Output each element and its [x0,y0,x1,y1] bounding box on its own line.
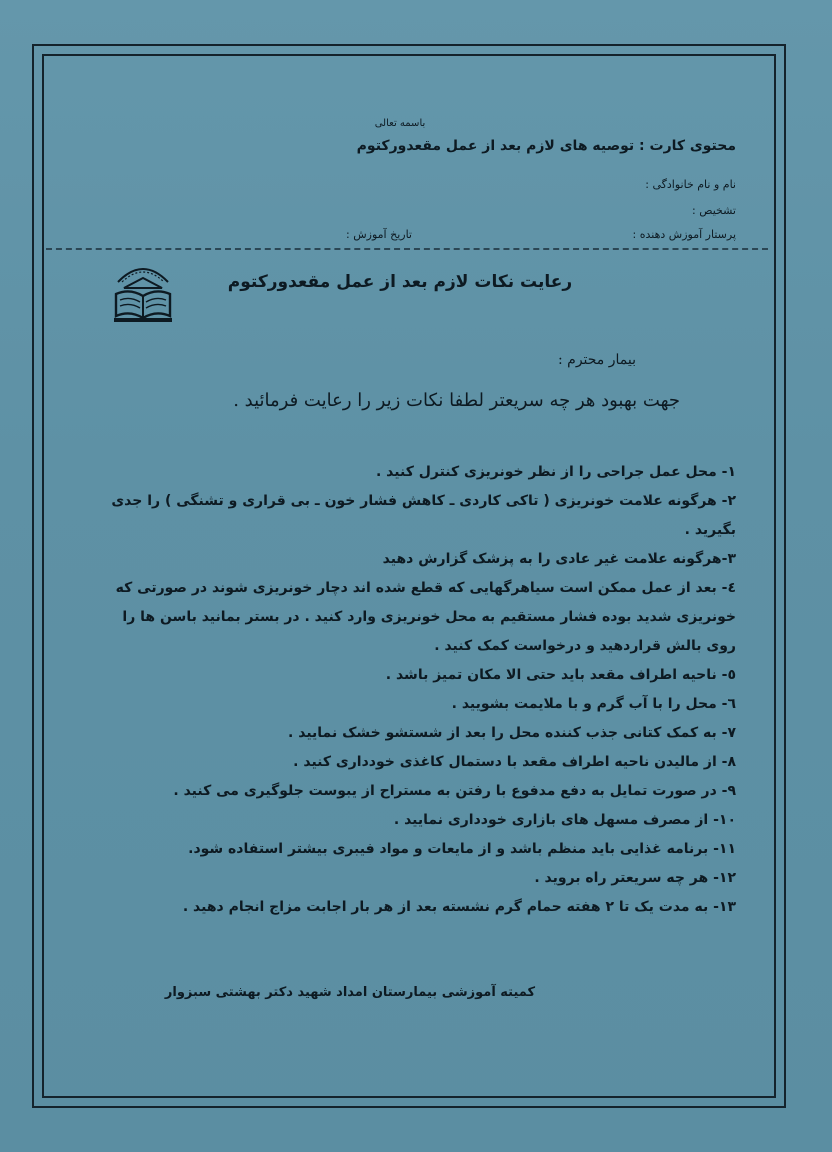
list-item: ٦- محل را با آب گرم و با ملایمت بشویید . [451,696,736,712]
list-item: ۱۲- هر چه سریعتر راه بروید . [534,870,736,886]
list-item: ۱۰- از مصرف مسهل های بازاری خودداری نمایید . [393,812,736,828]
greeting: بیمار محترم : [557,352,636,368]
basmala: باسمه تعالی [374,118,426,129]
list-item: ۱۱- برنامه غذایی باید منظم باشد و از مایعات و مواد فیبری بیشتر استفاده شود. [188,841,736,857]
list-item: ۳-هرگونه علامت غیر عادی را به پزشک گزارش دهید [382,551,736,567]
list-item: ٥- ناحیه اطراف مقعد باید حتی الا مکان تمیز باشد . [385,667,736,683]
dashed-cut-line [46,248,768,250]
list-item: ٤- بعد از عمل ممکن است سیاهرگهایی که قطع شده اند دچار خونریزی شوند در صورتی که خونریزی شدید بوده فشار مستقیم به محل خونریزی وارد کنید . در بستر بمانید باسن ها را روی بالش قراردهید و درخواست کمک کنید . [115,580,736,654]
nurse-field: پرستار آموزش دهنده : [632,228,736,241]
name-field: نام و نام خانوادگی : [645,178,736,191]
date-field: تاریخ آموزش : [346,228,412,241]
list-item: ۸- از مالیدن ناحیه اطراف مقعد با دستمال کاغذی خودداری کنید . [293,754,736,770]
intro-line: جهت بهبود هر چه سریعتر لطفا نکات زیر را رعایت فرمائید . [233,390,680,411]
list-item: ۲- هرگونه علامت خونریزی ( تاکی کاردی ـ کاهش فشار خون ـ بی قراری و تشنگی ) را جدی بگیرید . [111,493,736,538]
list-item: ۷- به کمک کتانی جذب کننده محل را بعد از شستشو خشک نمایید . [288,725,736,741]
diagnosis-field: تشخیص : [692,204,736,217]
book-logo-icon [110,260,176,326]
card-title: محتوی کارت : توصیه های لازم بعد از عمل مقعدورکتوم [356,138,736,154]
instruction-list [96,458,736,922]
list-item: ۱- محل عمل جراحی را از نظر خونریزی کنترل کنید . [375,464,736,480]
page-title: رعایت نکات لازم بعد از عمل مقعدورکتوم [227,272,573,292]
footer-credit: کمیته آموزشی بیمارستان امداد شهید دکتر بهشتی سبزوار [164,985,536,1000]
list-item: ۱۳- به مدت یک تا ۲ هفته حمام گرم نشسته بعد از هر بار اجابت مزاج انجام دهید . [182,899,736,915]
list-item: ۹- در صورت تمایل به دفع مدفوع با رفتن به مستراح از یبوست جلوگیری می کنید . [173,783,736,799]
